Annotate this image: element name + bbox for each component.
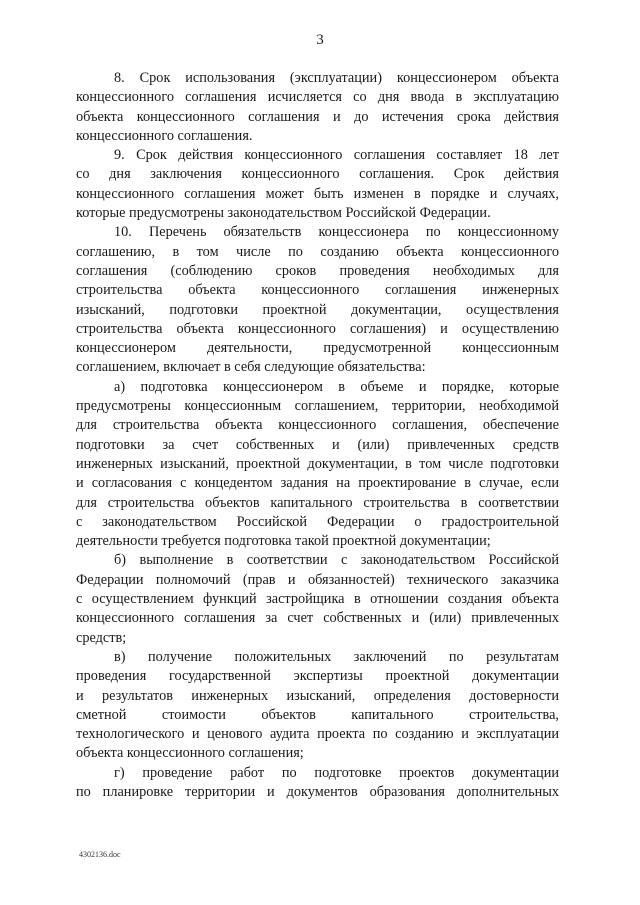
paragraph-8-usage-period: [76, 69, 559, 146]
text-line: инженерных изысканий, проектной документации, в том числе подготовки: [76, 455, 559, 472]
text-line: б) выполнение в соответствии с законодательством Российской: [114, 552, 559, 569]
text-line: 9. Срок действия концессионного соглашения составляет 18 лет: [114, 147, 559, 164]
paragraph-9-agreement-term: [76, 146, 559, 223]
text-line: объекта концессионного соглашения и до истечения срока действия: [76, 108, 559, 125]
text-line: сметной стоимости объектов капитального строительства,: [76, 706, 559, 723]
text-line: строительства объекта концессионного соглашения инженерных: [76, 282, 559, 299]
text-line: 10. Перечень обязательств концессионера по концессионному: [114, 224, 559, 241]
paragraph-10-obligations-list: [76, 223, 559, 377]
text-line: строительства объекта концессионного соглашения) и осуществлению: [76, 320, 559, 337]
text-line: концессионного соглашения.: [76, 127, 253, 144]
text-line: с законодательством Российской Федерации о градостроительной: [76, 513, 559, 530]
text-line: и согласования с концедентом задания на проектирование в случае, если: [76, 475, 559, 492]
subparagraph-a: [76, 378, 559, 552]
text-line: Федерации полномочий (прав и обязанностей) технического заказчика: [76, 571, 559, 588]
text-line: соглашения (соблюдению сроков проведения необходимых для: [76, 262, 559, 279]
text-line: в) получение положительных заключений по результатам: [114, 648, 559, 665]
text-line: г) проведение работ по подготовке проектов документации: [114, 764, 559, 781]
text-line: концессионного соглашения может быть изменен в порядке и случаях,: [76, 185, 559, 202]
subparagraph-g: [76, 764, 559, 803]
text-line: концессионером деятельности, предусмотренной концессионным: [76, 340, 559, 357]
text-line: а) подготовка концессионером в объеме и порядке, которые: [114, 378, 559, 395]
text-line: концессионного соглашения исчисляется со дня ввода в эксплуатацию: [76, 89, 559, 106]
page-number: 3: [316, 32, 324, 48]
text-line: деятельности требуется подготовка такой проектной документации;: [76, 533, 491, 550]
text-line: объекта концессионного соглашения;: [76, 745, 304, 762]
text-line: концессионного соглашения за счет собственных и (или) привлеченных: [76, 610, 559, 627]
text-line: соглашением, включает в себя следующие обязательства:: [76, 359, 426, 376]
document-body: [76, 69, 559, 802]
text-line: 8. Срок использования (эксплуатации) концессионером объекта: [114, 70, 559, 86]
subparagraph-v: [76, 648, 559, 764]
subparagraph-b: [76, 551, 559, 647]
file-name-footer: 4302136.doc: [79, 850, 121, 859]
text-line: которые предусмотрены законодательством Российской Федерации.: [76, 205, 491, 222]
text-line: технологического и ценового аудита проекта по созданию и эксплуатации: [76, 726, 559, 743]
text-line: проведения государственной экспертизы проектной документации: [76, 668, 559, 685]
text-line: с осуществлением функций застройщика в отношении создания объекта: [76, 591, 559, 608]
text-line: подготовки за счет собственных и (или) привлеченных средств: [76, 436, 559, 453]
text-line: по планировке территории и документов образования дополнительных: [76, 783, 559, 800]
text-line: соглашению, в том числе по созданию объекта концессионного: [76, 243, 559, 260]
text-line: и результатов инженерных изысканий, определения достоверности: [76, 687, 559, 704]
text-line: со дня заключения концессионного соглашения. Срок действия: [76, 166, 559, 183]
text-line: для строительства объекта концессионного соглашения, обеспечение: [76, 417, 559, 434]
text-line: предусмотрены концессионным соглашением, территории, необходимой: [76, 398, 559, 415]
text-line: средств;: [76, 629, 127, 646]
text-line: изысканий, подготовки проектной документации, осуществления: [76, 301, 559, 318]
text-line: для строительства объектов капитального строительства в соответствии: [76, 494, 559, 511]
